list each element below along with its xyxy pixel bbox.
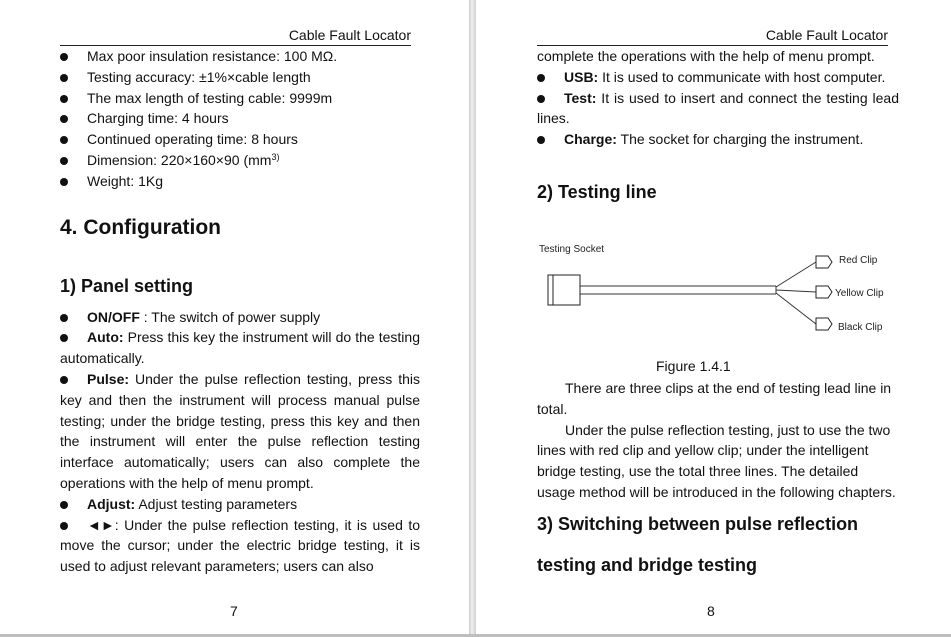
lead-cable xyxy=(580,286,776,294)
page-number: 8 xyxy=(707,603,715,619)
bullet-icon xyxy=(60,95,68,103)
spec-item: Dimension: 220×160×90 ($mm^{3)}$ xyxy=(60,150,420,171)
bullet-icon xyxy=(537,74,545,82)
socket-label: Testing Socket xyxy=(539,244,605,255)
spec-item: Weight: 1Kg xyxy=(60,171,420,192)
dimension-superscript: 3) xyxy=(271,151,280,162)
spec-item: Testing accuracy: ±1%×cable length xyxy=(60,67,420,88)
black-clip-label: Black Clip xyxy=(838,322,883,333)
bullet-icon xyxy=(60,178,68,186)
panel-item-usb: USB: It is used to communicate with host computer. xyxy=(537,67,899,88)
page-header: Cable Fault Locator xyxy=(60,27,411,46)
panel-item-charge: Charge: The socket for charging the instrument. xyxy=(537,129,899,150)
panel-item-auto: Auto: Press this key the instrument will do the testing automatically. xyxy=(60,329,420,367)
section-title: 4. Configuration xyxy=(60,215,221,239)
page-number: 7 xyxy=(230,603,238,619)
right-page-content xyxy=(537,46,899,203)
subsection-title-continued: testing and bridge testing xyxy=(537,554,758,575)
page-header: Cable Fault Locator xyxy=(537,27,888,46)
bullet-icon xyxy=(60,53,68,61)
page-gutter xyxy=(469,0,476,637)
bullet-icon xyxy=(60,522,68,530)
bullet-icon xyxy=(60,136,68,144)
panel-item-pulse: Pulse: Under the pulse reflection testing, press this key and then the instrument will process manual pulse testing; under the bridge testing, press this key and then the instrument will enter the pulse reflection testing interface automatically; users can also complete the operations with the help of menu prompt. xyxy=(60,370,420,491)
continued-text: complete the operations with the help of menu prompt. xyxy=(537,48,875,64)
spec-item: Continued operating time: 8 hours xyxy=(60,129,420,150)
right-page-body xyxy=(537,378,899,576)
bullet-icon xyxy=(60,376,68,384)
panel-item-arrows: ◄►: Under the pulse reflection testing, it is used to move the cursor; under the electric bridge testing, it is used to adjust relevant parameters; users can also xyxy=(60,516,420,575)
subsection-title: 3) Switching between pulse reflection xyxy=(537,513,859,534)
left-page xyxy=(0,0,469,634)
clip-wires xyxy=(776,262,816,324)
red-clip-icon xyxy=(816,256,832,268)
figure-caption: Figure 1.4.1 xyxy=(656,358,731,374)
subsection-title: 2) Testing line xyxy=(537,181,657,202)
spec-item: Charging time: 4 hours xyxy=(60,108,420,129)
clips-paragraph: There are three clips at the end of testing lead line in total. xyxy=(537,380,892,417)
bullet-icon xyxy=(537,95,545,103)
black-clip-icon xyxy=(816,318,832,330)
usage-paragraph: Under the pulse reflection testing, just to use the two lines with red clip and yellow clip; under the intelligent bridge testing, use the total three lines. The detailed usage method will be introduced in the following chapters. xyxy=(537,421,896,500)
panel-item-test: Test: It is used to insert and connect the testing lead lines. xyxy=(537,89,899,127)
bullet-icon xyxy=(60,74,68,82)
right-page xyxy=(476,0,951,634)
panel-item-on-off: ON/OFF : The switch of power supply xyxy=(60,307,420,328)
left-page-content xyxy=(60,46,420,577)
testing-socket-icon xyxy=(548,275,580,305)
bullet-icon xyxy=(60,115,68,123)
testing-line-diagram xyxy=(536,236,906,346)
red-clip-label: Red Clip xyxy=(839,255,878,266)
spec-item: Max poor insulation resistance: 100 MΩ. xyxy=(60,46,420,67)
bullet-icon xyxy=(60,314,68,322)
spec-item: The max length of testing cable: 9999m xyxy=(60,88,420,109)
bullet-icon xyxy=(60,157,68,165)
yellow-clip-label: Yellow Clip xyxy=(835,288,884,299)
panel-item-adjust: Adjust: Adjust testing parameters xyxy=(60,494,420,515)
bullet-icon xyxy=(60,501,68,509)
yellow-clip-icon xyxy=(816,286,832,298)
subsection-title: 1) Panel setting xyxy=(60,275,194,296)
